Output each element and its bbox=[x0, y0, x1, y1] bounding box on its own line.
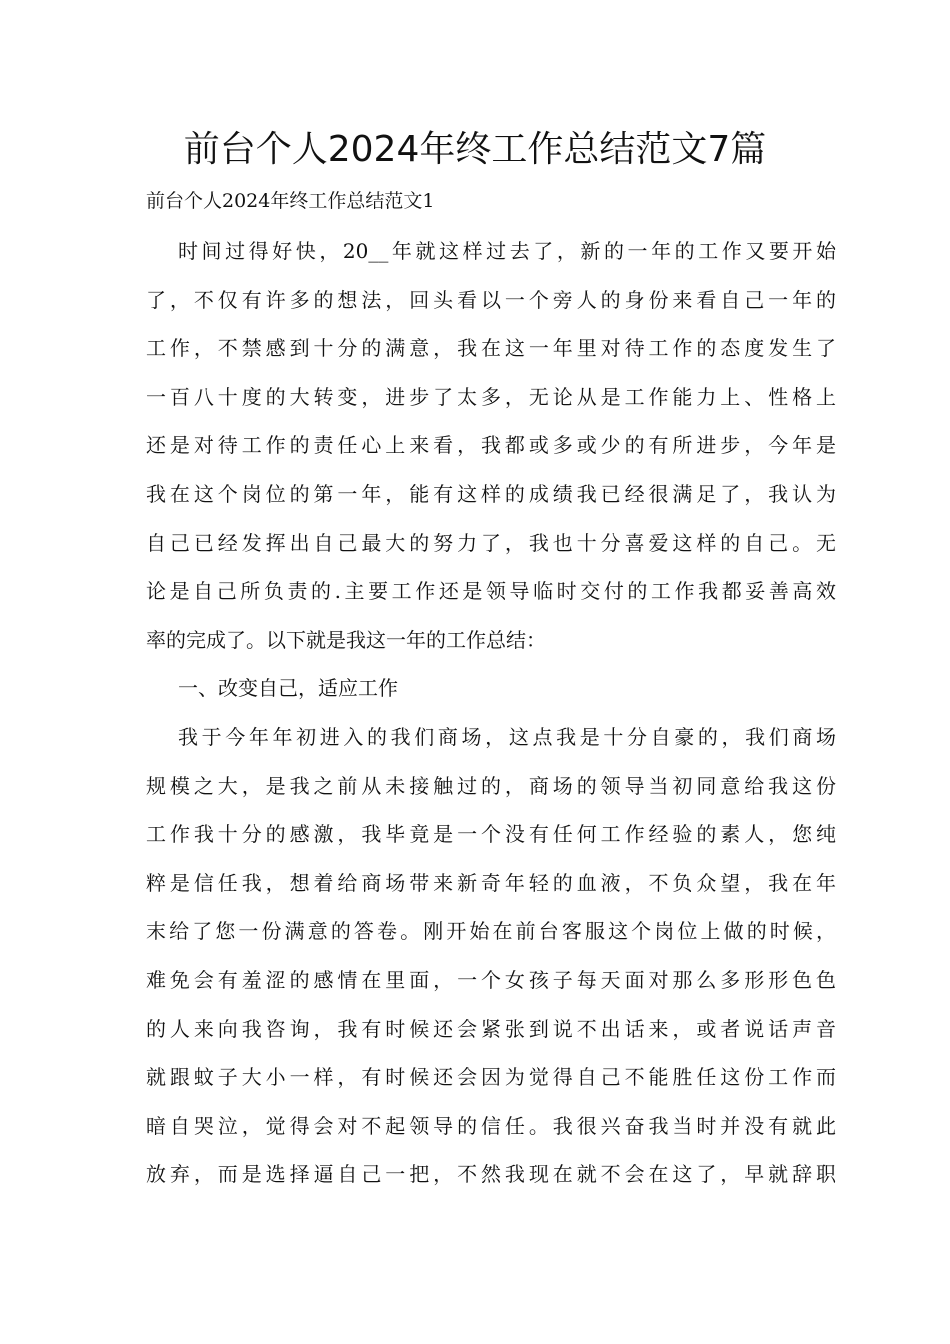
body-text-line: 规模之大，是我之前从未接触过的，商场的领导当初同意给我这份 bbox=[146, 773, 836, 798]
body-text-line: 一、改变自己，适应工作 bbox=[178, 676, 398, 701]
body-text-line: 放弃，而是选择逼自己一把，不然我现在就不会在这了，早就辞职 bbox=[146, 1162, 836, 1187]
body-text-line: 末给了您一份满意的答卷。刚开始在前台客服这个岗位上做的时候， bbox=[146, 919, 836, 944]
body-text-line: 一百八十度的大转变，进步了太多，无论从是工作能力上、性格上 bbox=[146, 384, 836, 409]
body-text-line: 难免会有羞涩的感情在里面，一个女孩子每天面对那么多形形色色 bbox=[146, 967, 836, 992]
body-text-line: 时间过得好快，20__年就这样过去了，新的一年的工作又要开始 bbox=[178, 239, 836, 263]
document-body bbox=[146, 234, 836, 1206]
body-text-line: 我在这个岗位的第一年，能有这样的成绩我已经很满足了，我认为 bbox=[146, 481, 836, 506]
body-text-line: 自己已经发挥出自己最大的努力了，我也十分喜爱这样的自己。无 bbox=[146, 530, 836, 555]
body-text-line: 还是对待工作的责任心上来看，我都或多或少的有所进步，今年是 bbox=[146, 433, 836, 458]
section-heading: 前台个人2024年终工作总结范文1 bbox=[146, 190, 435, 212]
body-text-line: 粹是信任我，想着给商场带来新奇年轻的血液，不负众望，我在年 bbox=[146, 870, 836, 895]
body-text-line: 暗自哭泣，觉得会对不起领导的信任。我很兴奋我当时并没有就此 bbox=[146, 1113, 836, 1138]
body-text-line: 我于今年年初进入的我们商场，这点我是十分自豪的，我们商场 bbox=[178, 724, 836, 749]
body-text-line: 就跟蚊子大小一样，有时候还会因为觉得自己不能胜任这份工作而 bbox=[146, 1065, 836, 1090]
body-text-line: 工作我十分的感激，我毕竟是一个没有任何工作经验的素人，您纯 bbox=[146, 822, 836, 847]
document-title: 前台个人2024年终工作总结范文7篇 bbox=[183, 129, 767, 170]
body-text-line: 率的完成了。以下就是我这一年的工作总结： bbox=[146, 627, 546, 652]
body-text-line: 论是自己所负责的.主要工作还是领导临时交付的工作我都妥善高效 bbox=[146, 579, 836, 604]
body-text-line: 了，不仅有许多的想法，回头看以一个旁人的身份来看自己一年的 bbox=[146, 287, 836, 312]
body-text-line: 工作，不禁感到十分的满意，我在这一年里对待工作的态度发生了 bbox=[146, 336, 836, 361]
body-text-line: 的人来向我咨询，我有时候还会紧张到说不出话来，或者说话声音 bbox=[146, 1016, 836, 1041]
